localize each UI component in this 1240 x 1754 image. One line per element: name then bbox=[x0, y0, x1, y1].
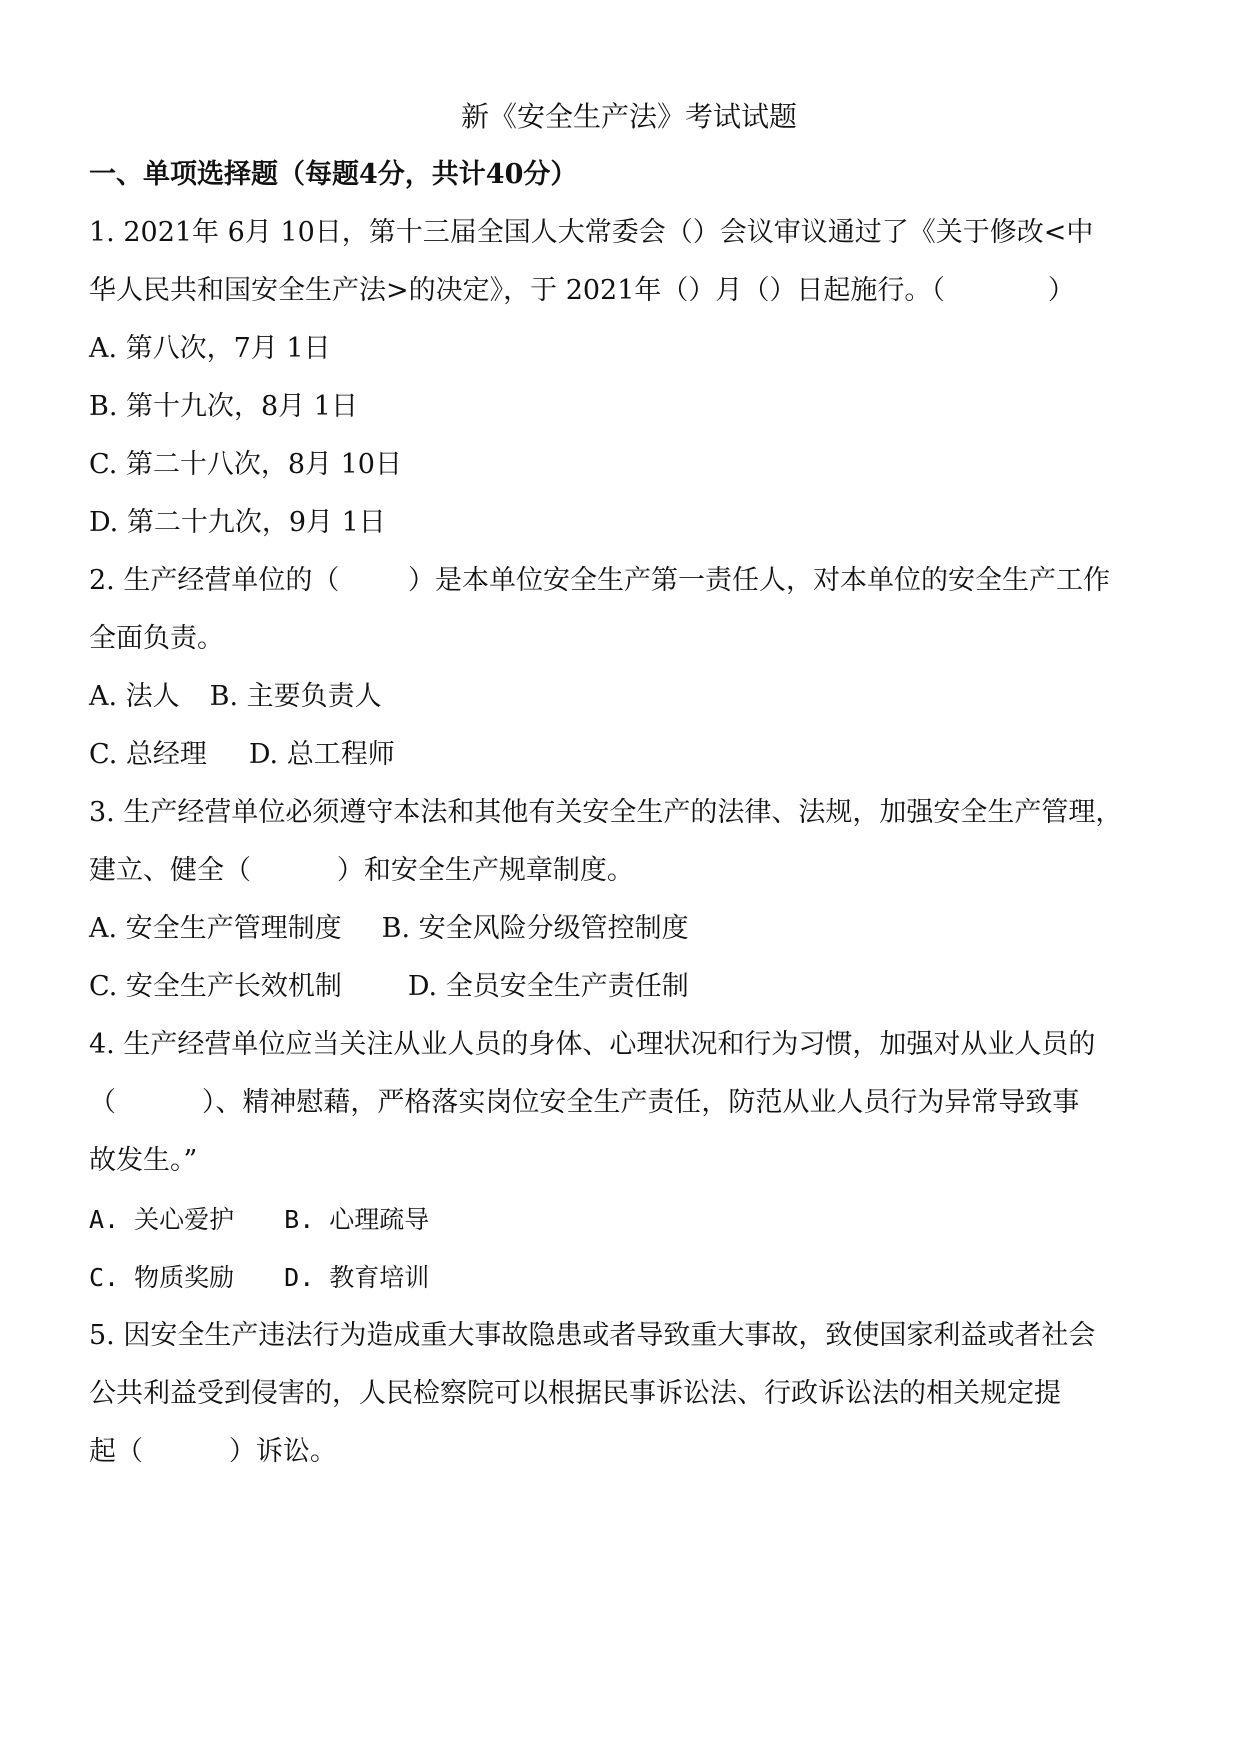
question-2-options-row-2 bbox=[89, 737, 395, 773]
question-4-option-d: D. 教育培训 bbox=[284, 1263, 430, 1292]
question-3-options-row-1 bbox=[89, 911, 689, 947]
document-title: 新《安全生产法》考试试题 bbox=[460, 100, 797, 133]
question-1-option-b: B. 第十九次，8月 1日 bbox=[89, 391, 358, 422]
question-5-stem-line-2: 公共利益受到侵害的，人民检察院可以根据民事诉讼法、行政诉讼法的相关规定提 bbox=[89, 1378, 1061, 1409]
question-4-option-a: A. 关心爱护 bbox=[89, 1205, 235, 1234]
question-3-option-d: D. 全员安全生产责任制 bbox=[407, 971, 689, 1002]
question-2-option-d: D. 总工程师 bbox=[248, 739, 395, 770]
question-3-stem-line-1: 3. 生产经营单位必须遵守本法和其他有关安全生产的法律、法规，加强安全生产管理， bbox=[89, 797, 1123, 828]
question-5-stem-line-3: 起（ ）诉讼。 bbox=[89, 1436, 337, 1467]
question-4-options-row-2 bbox=[89, 1260, 429, 1296]
question-2-stem-line-2: 全面负责。 bbox=[89, 623, 224, 654]
question-1-stem-line-2: 华人民共和国安全生产法>的决定》，于 2021年（）月（）日起施行。（ ） bbox=[89, 275, 1075, 306]
question-1-option-a: A. 第八次，7月 1日 bbox=[89, 333, 331, 364]
question-3-options-row-2 bbox=[89, 969, 689, 1005]
question-4-option-b: B. 心理疏导 bbox=[284, 1205, 430, 1234]
question-2-option-a: A. 法人 bbox=[89, 681, 180, 712]
question-2-option-b: B. 主要负责人 bbox=[209, 681, 382, 712]
question-2-stem-line-1: 2. 生产经营单位的（ ）是本单位安全生产第一责任人，对本单位的安全生产工作 bbox=[89, 565, 1111, 596]
question-4-stem-line-2: （ ）、精神慰藉，严格落实岗位安全生产责任，防范从业人员行为异常导致事 bbox=[89, 1087, 1080, 1118]
question-1-stem-line-1: 1. 2021年 6月 10日，第十三届全国人大常委会（）会议审议通过了《关于修改<中 bbox=[89, 217, 1094, 248]
question-4-option-c: C. 物质奖励 bbox=[89, 1263, 235, 1292]
question-4-stem-line-1: 4. 生产经营单位应当关注从业人员的身体、心理状况和行为习惯，加强对从业人员的 bbox=[89, 1029, 1096, 1060]
section-heading: 一、单项选择题（每题4分，共计40分） bbox=[89, 159, 578, 190]
question-3-option-b: B. 安全风险分级管控制度 bbox=[381, 913, 689, 944]
question-5-stem-line-1: 5. 因安全生产违法行为造成重大事故隐患或者导致重大事故，致使国家利益或者社会 bbox=[89, 1320, 1096, 1351]
question-1-option-d: D. 第二十九次，9月 1日 bbox=[89, 507, 386, 538]
question-2-options-row-1 bbox=[89, 679, 382, 715]
question-1-option-c: C. 第二十八次，8月 10日 bbox=[89, 449, 402, 480]
question-3-option-a: A. 安全生产管理制度 bbox=[89, 913, 342, 944]
question-4-options-row-1 bbox=[89, 1202, 429, 1238]
question-2-option-c: C. 总经理 bbox=[89, 739, 207, 770]
question-4-stem-line-3: 故发生。” bbox=[89, 1145, 198, 1176]
question-3-stem-line-2: 建立、健全（ ）和安全生产规章制度。 bbox=[89, 855, 634, 886]
question-3-option-c: C. 安全生产长效机制 bbox=[89, 971, 342, 1002]
